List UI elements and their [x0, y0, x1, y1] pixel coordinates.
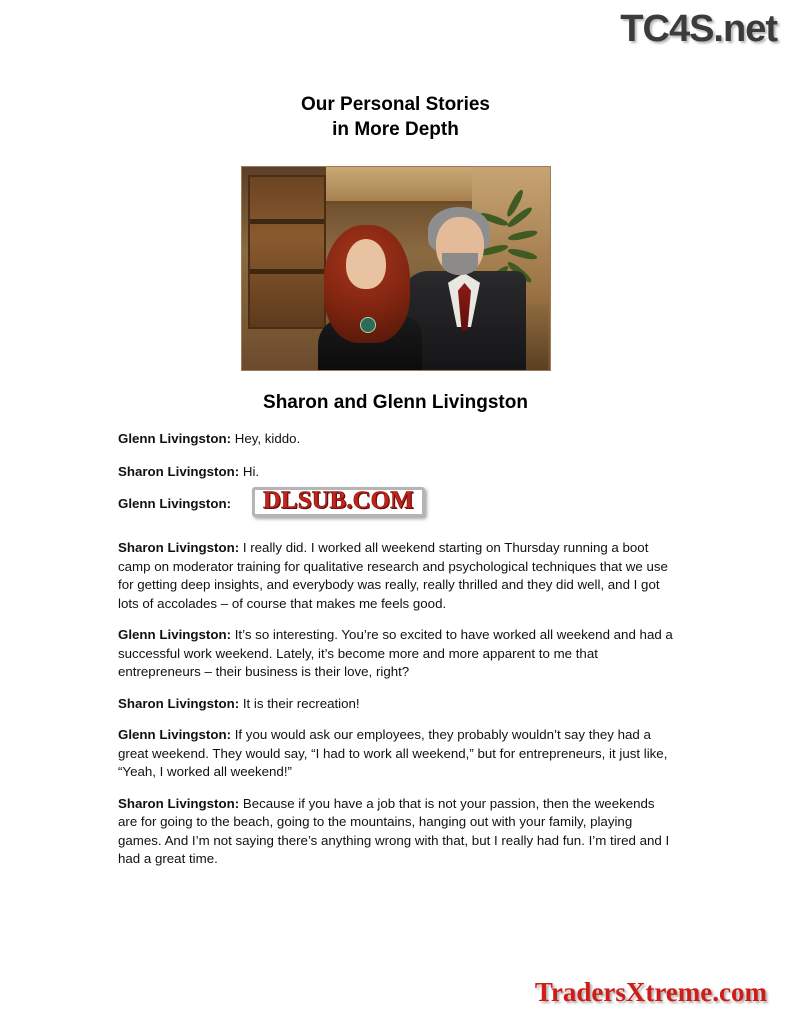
photo-man-beard [442, 253, 478, 275]
photo-scene [242, 167, 550, 370]
speaker-label: Glenn Livingston: [118, 727, 232, 742]
page-title-line-2: in More Depth [332, 119, 459, 140]
speaker-label: Sharon Livingston: [118, 795, 240, 811]
transcript-line [118, 726, 674, 782]
photo-bookshelf [248, 175, 326, 329]
transcript-line [118, 539, 674, 613]
transcript [118, 430, 674, 882]
transcript-line-obscured [118, 487, 674, 525]
speech-text: Hey, kiddo. [231, 431, 301, 446]
transcript-line [118, 626, 674, 682]
photo-woman-necklace [360, 317, 376, 333]
speech-text: Hi. [239, 463, 260, 479]
speaker-label: Sharon Livingston: [118, 695, 240, 711]
photo-wall-top [326, 167, 476, 204]
speaker-label: Glenn Livingston: [118, 627, 232, 642]
transcript-line [118, 695, 674, 714]
couple-photo [241, 166, 551, 371]
speaker-label: Glenn Livingston: [118, 431, 232, 446]
top-right-watermark: TC4S.net [620, 8, 777, 50]
bottom-right-watermark: TradersXtreme.com [534, 977, 767, 1007]
page-title [0, 92, 791, 142]
speech-text: If you would ask our employees, they probably wouldn’t say they had a great weekend. They would say, “I had to work all weekend,” but for entrepreneurs, it just like, “Yeah, I worked all weekend!” [118, 727, 668, 779]
transcript-line [118, 463, 674, 482]
speaker-label: Glenn Livingston: [118, 496, 232, 511]
transcript-line [118, 795, 674, 869]
speech-text: Because if you have a job that is not your passion, then the weekends are for going to the beach, going to the mountains, hanging out with your family, playing games. And I’m not saying there’s anything wrong with that, but I really had fun. I’m tired and I had a great time. [118, 795, 670, 866]
speaker-label: Sharon Livingston: [118, 463, 240, 479]
speech-text: I really did. I worked all weekend starting on Thursday running a boot camp on moderator training for qualitative research and psychological techniques that we use for getting deep insights, and everybody was really, really thrilled and they did well, and I got lots of accolades – of course that makes me feels good. [118, 540, 668, 611]
speech-text: It’s so interesting. You’re so excited to have worked all weekend and had a successful work weekend. Lately, it’s become more and more apparent to me that entrepreneurs – their business is their love, right? [118, 627, 673, 679]
speaker-label: Sharon Livingston: [118, 540, 240, 555]
dlsub-overlay-logo: DLSUB.COM [252, 487, 425, 517]
page-title-line-1: Our Personal Stories [300, 94, 490, 115]
speech-text: It is their recreation! [239, 695, 360, 711]
photo-woman-face [346, 239, 386, 289]
transcript-line [118, 430, 674, 449]
photo-caption: Sharon and Glenn Livingston [263, 392, 528, 413]
